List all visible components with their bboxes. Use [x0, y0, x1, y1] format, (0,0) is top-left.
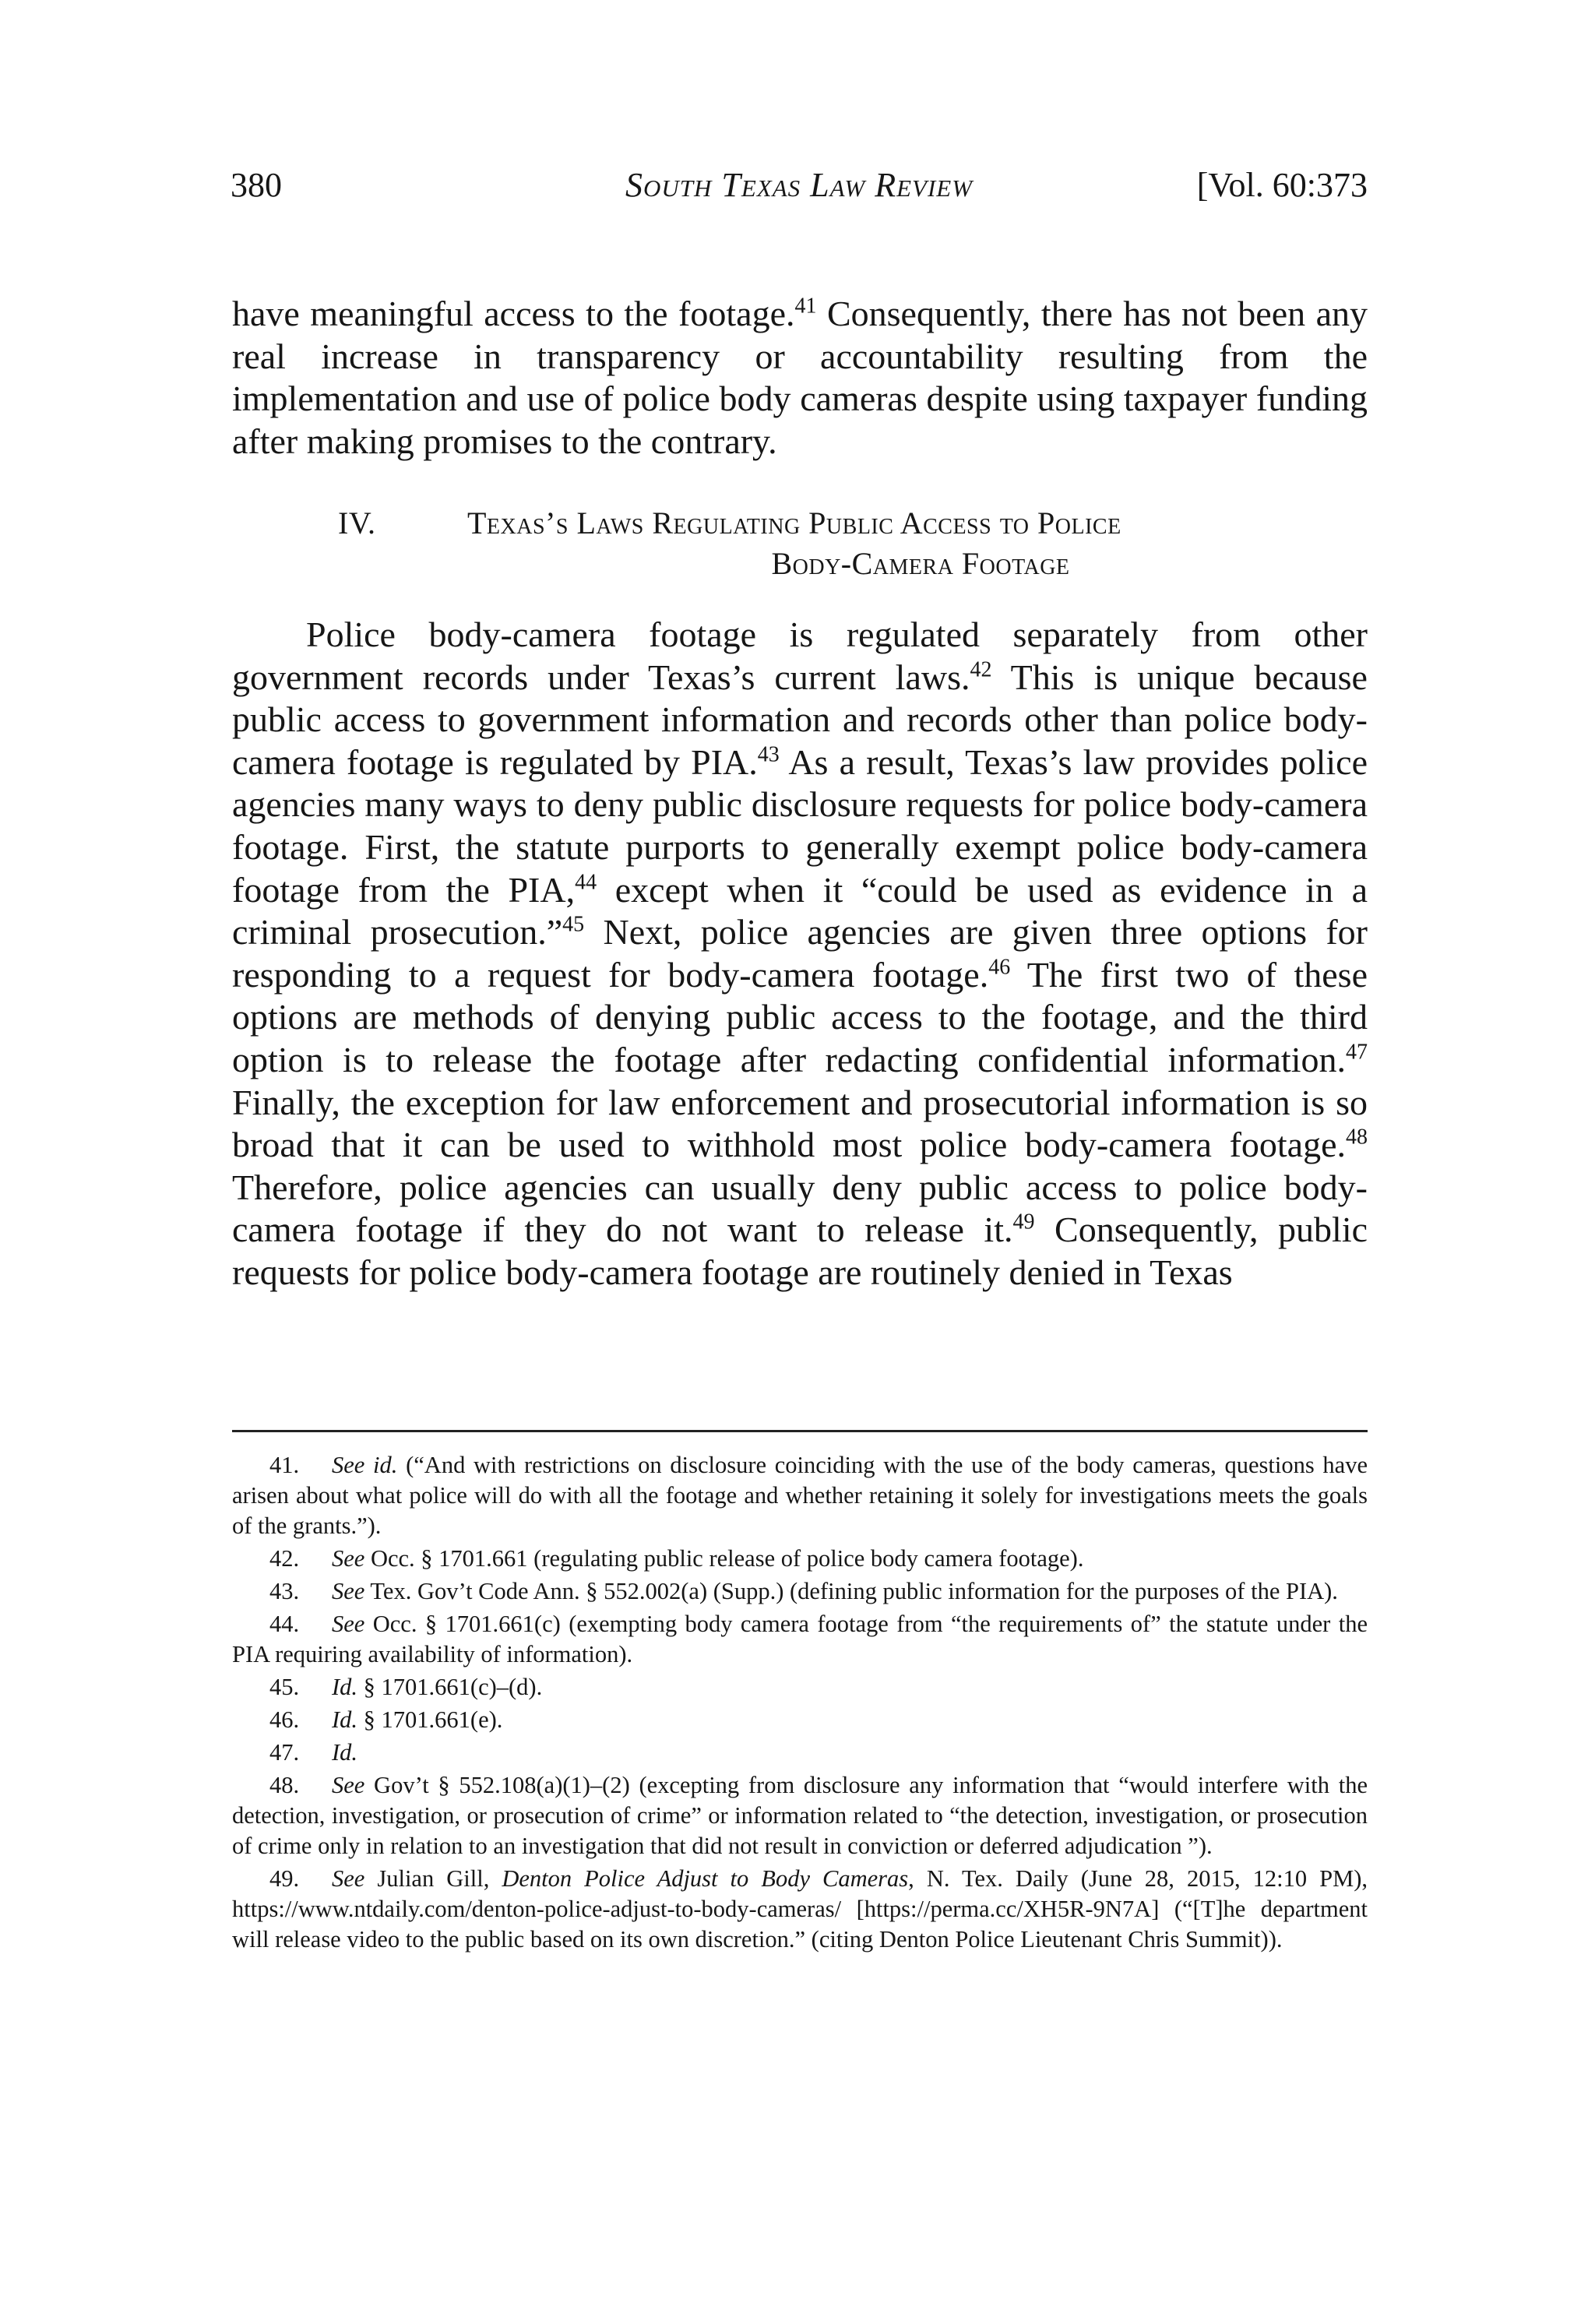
citation-signal: See id. — [332, 1452, 398, 1478]
body-paragraph-1 — [232, 293, 1368, 463]
footnote-43 — [232, 1576, 1368, 1607]
footnotes — [232, 1450, 1368, 1957]
footnote-49 — [232, 1864, 1368, 1955]
body-paragraph-2 — [232, 614, 1368, 1294]
citation-signal: See — [332, 1611, 365, 1637]
footnote-text: § 1701.661(e). — [357, 1706, 503, 1733]
journal-title: South Texas Law Review — [625, 166, 974, 204]
text-run: except when it “could be used as evidence in a criminal prosecution.” — [232, 869, 1368, 952]
text-run: The first two of these options are methods of denying public access to the footage, and the third option is to release the footage after redacting confidential information. — [232, 954, 1368, 1079]
text-run: Therefore, police agencies can usually deny public access to police body-camera footage if they do not want to release it. — [232, 1167, 1368, 1250]
citation-signal: Id. — [332, 1739, 358, 1766]
footnote-number: 46. — [269, 1706, 300, 1733]
citation-signal: See — [332, 1772, 365, 1798]
footnote-45 — [232, 1672, 1368, 1703]
footnote-text: , N. Tex. Daily (June 28, 2015, 12:10 PM), https://www.ntdaily.com/denton-police-adjust-to-body-cameras/ [https://perma.cc/XH5R-9N7A] (“[T]he department will release video to the public based on its own discretion.” (citing Denton Police Lieutenant Chris Summit)). — [232, 1865, 1368, 1953]
footnote-46 — [232, 1705, 1368, 1735]
footnote-ref[interactable]: 48 — [1346, 1125, 1368, 1150]
footnote-number: 44. — [269, 1611, 300, 1637]
text-run: Police body-camera footage is regulated separately from other government records under Texas’s current laws. — [232, 614, 1368, 697]
footnote-number: 43. — [269, 1578, 300, 1604]
section-title-line-1: Texas’s Laws Regulating Public Access to Police — [467, 505, 1121, 541]
running-head — [231, 165, 1368, 212]
citation-signal: See — [332, 1545, 365, 1572]
footnote-ref[interactable]: 46 — [988, 955, 1011, 980]
footnote-text: (“And with restrictions on disclosure coinciding with the use of the body cameras, questions have arisen about what police will do with all the footage and whether retaining it solely for investigations meets the goals of the grants.”). — [232, 1452, 1368, 1539]
footnote-47 — [232, 1738, 1368, 1768]
footnote-42 — [232, 1544, 1368, 1574]
footnote-number: 47. — [269, 1739, 300, 1766]
footnote-text: Tex. Gov’t Code Ann. § 552.002(a) (Supp.) (defining public information for the purposes of the PIA). — [364, 1578, 1338, 1604]
footnote-44 — [232, 1609, 1368, 1670]
citation-signal: Id. — [332, 1706, 358, 1733]
text-run: Next, police agencies are given three options for responding to a request for body-camera footage. — [232, 912, 1368, 995]
footnote-ref[interactable]: 42 — [970, 657, 992, 682]
text-run: Consequently, there has not been any real increase in transparency or accountability resulting from the implementation and use of police body cameras despite using taxpayer funding after making promises to the contrary. — [232, 294, 1368, 461]
footnote-ref[interactable]: 45 — [562, 912, 585, 937]
page-number: 380 — [231, 166, 282, 204]
footnote-number: 41. — [269, 1452, 300, 1478]
footnote-ref[interactable]: 43 — [757, 742, 780, 767]
footnote-text: Gov’t § 552.108(a)(1)–(2) (excepting from disclosure any information that “would interfere with the detection, investigation, or prosecution of crime” or information related to “the detection, investigation, or prosecution of crime only in relation to an investigation that did not result in conviction or deferred adjudication ”). — [232, 1772, 1368, 1859]
text-run: Finally, the exception for law enforcement and prosecutorial information is so broad that it can be used to withhold most police body-camera footage. — [232, 1082, 1368, 1165]
footnote-author: Julian Gill, — [364, 1865, 502, 1892]
text-run: Consequently, public requests for police body-camera footage are routinely denied in Texas — [232, 1210, 1368, 1292]
footnote-text: Occ. § 1701.661(c) (exempting body camera footage from “the requirements of” the statute under the PIA requiring availability of information). — [232, 1611, 1368, 1667]
text-run: have meaningful access to the footage. — [232, 294, 795, 333]
footnote-text: § 1701.661(c)–(d). — [357, 1674, 543, 1700]
text-run: This is unique because public access to government information and records other than police body-camera footage is regulated by PIA. — [232, 657, 1368, 782]
section-title-line-2: Body-Camera Footage — [771, 546, 1070, 581]
footnote-41 — [232, 1450, 1368, 1541]
footnote-number: 42. — [269, 1545, 300, 1572]
citation-signal: See — [332, 1865, 365, 1892]
footnote-ref[interactable]: 47 — [1346, 1040, 1368, 1065]
citation-signal: Id. — [332, 1674, 358, 1700]
footnote-divider — [232, 1430, 1368, 1432]
text-run: As a result, Texas’s law provides police agencies many ways to deny public disclosure requests for police body-camera footage. First, the statute purports to generally exempt police body-camera footage from the PIA, — [232, 741, 1368, 910]
article-title: Denton Police Adjust to Body Cameras — [502, 1865, 909, 1892]
footnote-48 — [232, 1770, 1368, 1861]
footnote-number: 45. — [269, 1674, 300, 1700]
footnote-text: Occ. § 1701.661 (regulating public release of police body camera footage). — [364, 1545, 1084, 1572]
section-number: IV. — [338, 505, 376, 541]
footnote-ref[interactable]: 41 — [794, 294, 817, 319]
footnote-ref[interactable]: 44 — [575, 870, 597, 895]
footnote-ref[interactable]: 49 — [1012, 1210, 1035, 1234]
citation-signal: See — [332, 1578, 365, 1604]
volume-citation: [Vol. 60:373 — [1196, 166, 1368, 204]
footnote-number: 48. — [269, 1772, 300, 1798]
footnote-number: 49. — [269, 1865, 300, 1892]
